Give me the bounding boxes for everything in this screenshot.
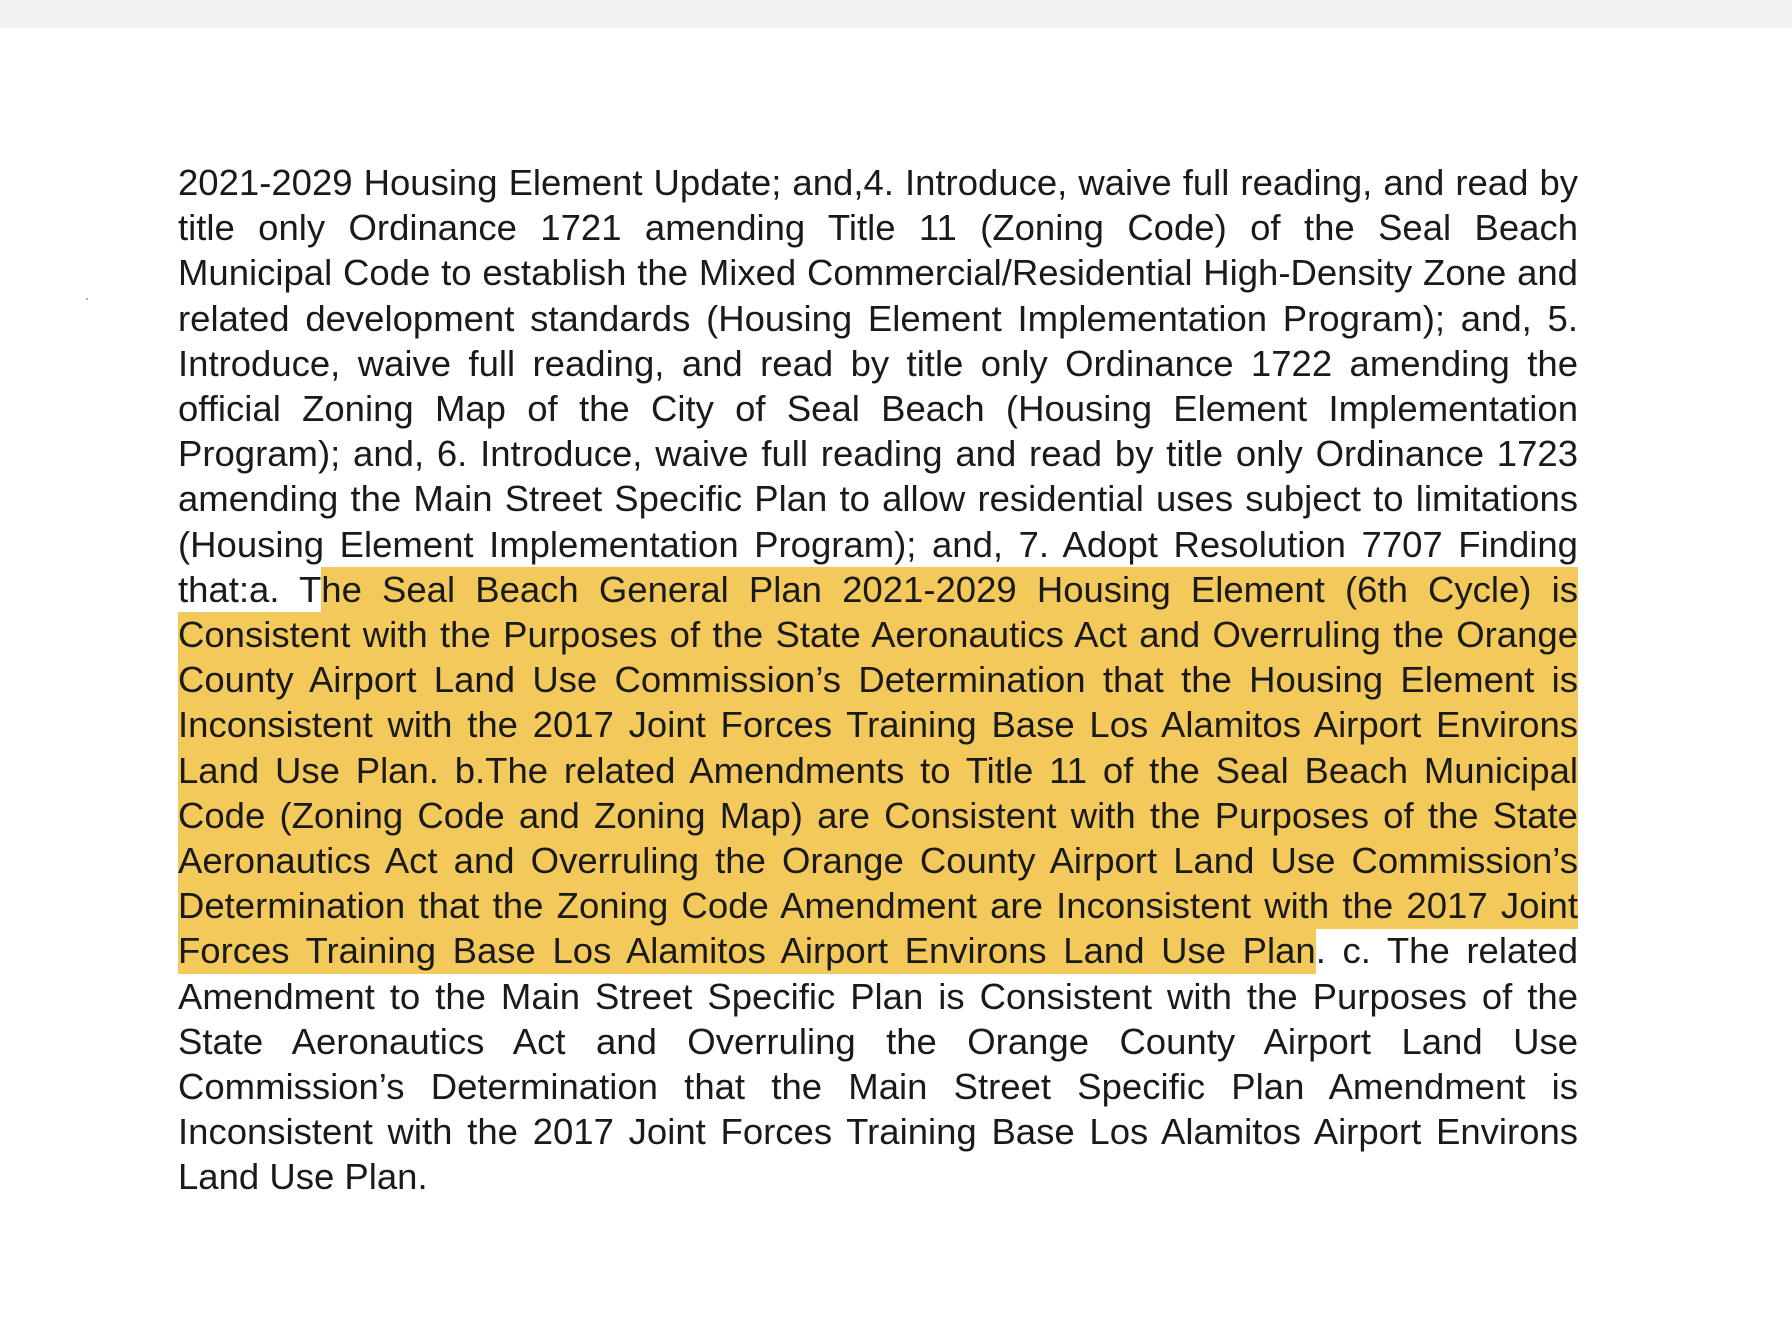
viewer-top-bar	[0, 0, 1792, 29]
highlighted-passage: he Seal Beach General Plan 2021-2029 Housing Element (6th Cycle) is Consistent with the Purposes of the State Aeronautics Act and Overruling the Orange County Airport Land Use Commission’s Determination that the Housing Element is Inconsistent with the 2017 Joint Forces Training Base Los Alamitos Airport Environs Land Use Plan. b.The related Amendments to Title 11 of the Seal Beach Municipal Code (Zoning Code and Zoning Map) are Consistent with the Purposes of the State Aeronautics Act and Overruling the Orange County Airport Land Use Commission’s Determination that the Zoning Code Amendment are Inconsistent with the 2017 Joint Forces Training Base Los Alamitos Airport Environs Land Use Plan	[178, 567, 1578, 975]
paragraph-text-after-highlight: . c. The related Amendment to the Main Street Specific Plan is Consistent with the Purposes of the State Aeronautics Act and Overruling the Orange County Airport Land Use Commission’s Determination that the Main Street Specific Plan Amendment is Inconsistent with the 2017 Joint Forces Training Base Los Alamitos Airport Environs Land Use Plan.	[178, 930, 1578, 1198]
paragraph-text-before-highlight: 2021-2029 Housing Element Update; and,4. Introduce, waive full reading, and read by title only Ordinance 1721 amending Title 11 (Zoning Code) of the Seal Beach Municipal Code to establish the Mixed Commercial/Residential High-Density Zone and related development standards (Housing Element Implementation Program); and, 5. Introduce, waive full reading, and read by title only Ordinance 1722 amending the official Zoning Map of the City of Seal Beach (Housing Element Implementation Program); and, 6. Introduce, waive full reading and read by title only Ordinance 1723 amending the Main Street Specific Plan to allow residential uses subject to limitations (Housing Element Implementation Program); and, 7. Adopt Resolution 7707 Finding that:a. T	[178, 162, 1578, 610]
document-paragraph	[178, 160, 1578, 1200]
scan-speck	[86, 298, 88, 300]
